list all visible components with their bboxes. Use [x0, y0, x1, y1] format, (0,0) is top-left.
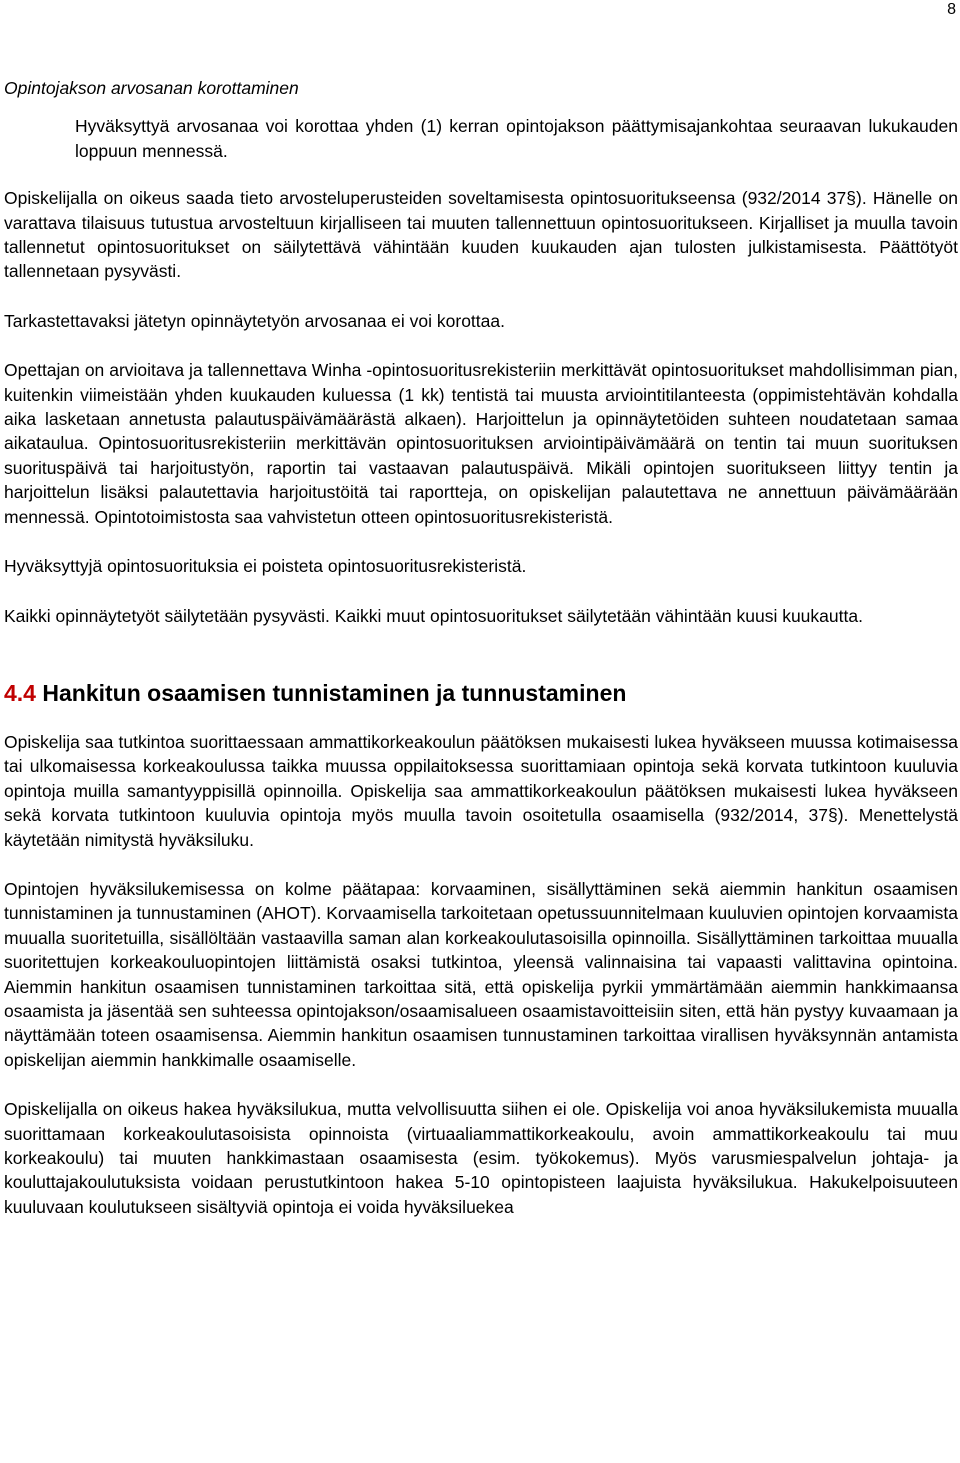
- section-heading: [4, 678, 958, 708]
- section-heading-title: Hankitun osaamisen tunnistaminen ja tunnustaminen: [42, 679, 627, 706]
- section-heading-number: 4.4: [4, 679, 36, 706]
- paragraph-teacher-recording: Opettajan on arvioitava ja tallennettava Winha -opintosuoritusrekisteriin merkittävät opintosuoritukset mahdollisimman pian, kuitenkin viimeistään yhden kuukauden kuluessa (1 kk) tentistä tai muusta arviointitilanteesta (oppimistehtävän kohdalla aika lasketaan annetusta palautuspäivämäärästä alkaen). Harjoittelun ja opinnäytetöiden suhteen noudatetaan samaa aikataulua. Opintosuoritusrekisteriin merkittävän opintosuorituksen arviointipäivämäärä on tentin tai muun suorituksen suorituspäivä tai harjoitustyön, raportin tai vastaavan palautuspäivä. Mikäli opintojen suoritukseen liittyy tentin ja harjoittelun lisäksi palautettavia harjoitustöitä tai raportteja, on opiskelijan palautettava ne annettuun päivämäärään mennessä. Opintotoimistosta saa vahvistetun otteen opintosuoritusrekisteristä.: [4, 360, 958, 527]
- paragraph-thesis-grade: Tarkastettavaksi jätetyn opinnäytetyön arvosanaa ei voi korottaa.: [4, 310, 505, 331]
- paragraph-credit-methods: Opintojen hyväksilukemisessa on kolme päätapaa: korvaaminen, sisällyttäminen sekä aiemmin hankitun osaamisen tunnistaminen ja tunnustaminen (AHOT). Korvaamisella tarkoitetaan opetussuunnitelmaan kuuluvien opintojen korvaamista muualla suoritetuilla, sisällöltään vastaavilla saman alan korkeakoulutasoisilla opinnoilla. Sisällyttäminen tarkoittaa muualla suoritettujen korkeakouluopintojen liittämistä osaksi tutkintoa, yleensä valinnaisina tai vapaasti valittavina opintoina. Aiemmin hankitun osaamisen tunnistaminen tarkoittaa sitä, että opiskelija pyrkii ymmärtämään aiemmin hankkimaansa osaamista ja jäsentää sen suhteessa opintojakson/osaamisalueen osaamistavoitteisiin siten, että hän pystyy kuvaamaan ja näyttämään toteen osaamisensa. Aiemmin hankitun osaamisen tunnustaminen tarkoittaa virallisen hyväksynnän antamista opiskelijan aiemmin hankkimalle osaamiselle.: [4, 878, 958, 1070]
- paragraph-right-to-information: Opiskelijalla on oikeus saada tieto arvosteluperusteiden soveltamisesta opintosuoritukseensa (932/2014 37§). Hänelle on varattava tilaisuus tutustua arvosteltuun kirjalliseen tai muuten tallennettuun opintosuoritukseen. Kirjalliset ja muulla tavoin tallennetut opintosuoritukset on säilytettävä vähintään kuuden kuukauden ajan tulosten julkistamisesta. Päättötyöt tallennetaan pysyvästi.: [4, 188, 958, 282]
- paragraph-approved-records: Hyväksyttyjä opintosuorituksia ei poisteta opintosuoritusrekisteristä.: [4, 556, 527, 577]
- section-label: Opintojakson arvosanan korottaminen: [4, 78, 299, 98]
- document-body: [4, 76, 958, 1244]
- paragraph-right-to-apply: Opiskelijalla on oikeus hakea hyväksilukua, mutta velvollisuutta siihen ei ole. Opiskelija voi anoa hyväksilukemista muualla suorittamaan korkeakoulutasoisista opinnoista (virtuaaliammattikorkeakoulu, avoin ammattikorkeakoulu tai muu korkeakoulu) tai muuten hankkimastaan osaamisesta (esim. työkokemus). Myös varusmiespalvelun johtaja- ja kouluttajakoulutuksista voidaan perustutkintoon hakea 5-10 opintopisteen laajuista hyväksilukua. Hakukelpoisuuteen kuuluvaan koulutukseen sisältyviä opintoja ei voida hyväksiluekea: [4, 1099, 958, 1217]
- paragraph-grade-improvement: Hyväksyttyä arvosanaa voi korottaa yhden (1) kerran opintojakson päättymisajankohtaa seuraavan lukukauden loppuun mennessä.: [75, 116, 958, 161]
- paragraph-retention: Kaikki opinnäytetyöt säilytetään pysyvästi. Kaikki muut opintosuoritukset säilytetään vähintään kuusi kuukautta.: [4, 605, 863, 626]
- paragraph-credit-transfer: Opiskelija saa tutkintoa suorittaessaan ammattikorkeakoulun päätöksen mukaisesti lukea hyväkseen muussa kotimaisessa tai ulkomaisessa korkeakoulussa taikka muussa oppilaitoksessa suorittamiaan opintoja sekä korvata tutkintoon kuuluvia opintoja muilla samantyyppisillä opinnoilla. Opiskelija saa ammattikorkeakoulun päätöksen mukaisesti lukea hyväkseen sekä korvata tutkintoon kuuluvia opintoja myös muulla tavoin osoitetulla osaamisella (932/2014, 37§). Menettelystä käytetään nimitystä hyväksiluku.: [4, 731, 958, 850]
- page-number: 8: [947, 1, 956, 18]
